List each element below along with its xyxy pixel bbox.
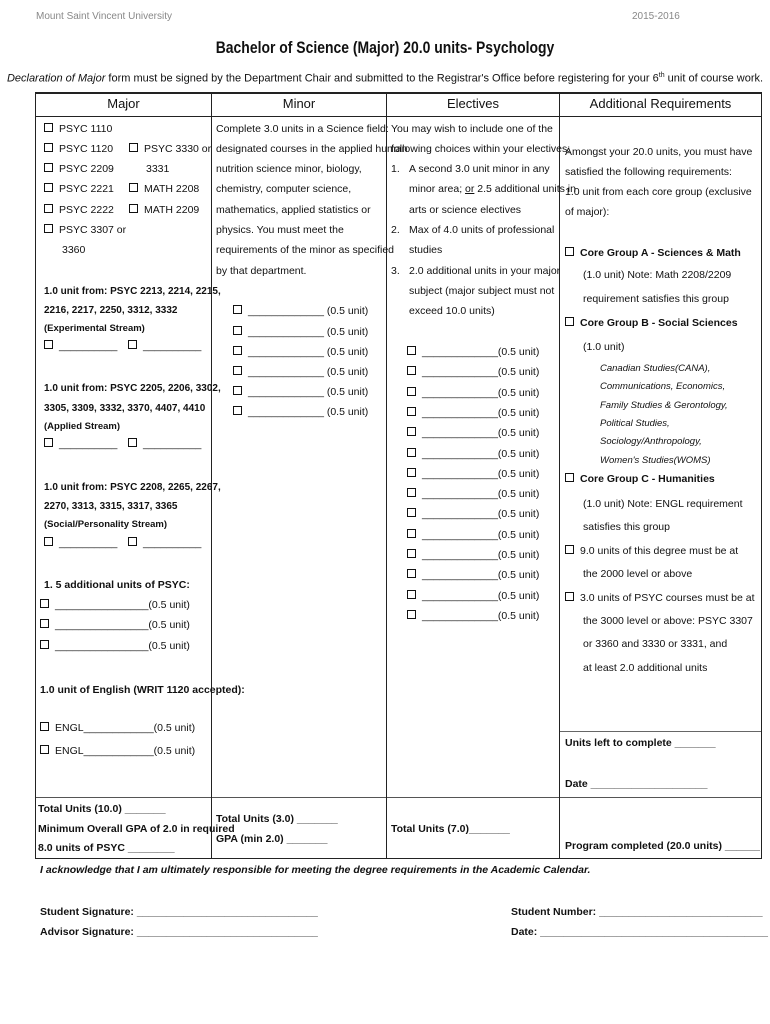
blank-field[interactable]: _____________(0.5 unit) [422, 346, 540, 358]
blank-field[interactable]: _____________(0.5 unit) [422, 406, 540, 419]
checkbox[interactable] [40, 619, 49, 628]
university-name: Mount Saint Vincent University [36, 11, 172, 22]
advisor-signature-field[interactable]: Advisor Signature: _______________________________ [40, 926, 318, 938]
stream-list: 2270, 3313, 3315, 3317, 3365 [44, 501, 178, 512]
checkbox[interactable] [407, 407, 416, 416]
core-b-subject: Political Studies, [600, 418, 670, 429]
blank-field[interactable]: __________ [143, 340, 202, 352]
checkbox[interactable] [407, 427, 416, 436]
electives-text: arts or science electives [409, 204, 522, 216]
blank-field[interactable]: _____________(0.5 unit) [422, 609, 540, 622]
totals-rule [35, 797, 762, 798]
col-header-minor: Minor [282, 96, 316, 111]
core-group-note: (1.0 unit) [583, 341, 625, 353]
table-bottom-rule [35, 858, 762, 859]
blank-field[interactable]: __________ [59, 340, 118, 352]
major-course-item [44, 143, 113, 155]
col-divider-2 [386, 92, 387, 859]
checkbox[interactable] [40, 599, 49, 608]
addl-psyc-item [40, 619, 190, 631]
checkbox[interactable] [407, 488, 416, 497]
major-gpa-units: 8.0 units of PSYC ________ [38, 842, 175, 854]
blank-field[interactable]: _____________(0.5 unit) [422, 467, 540, 480]
stream-name: (Applied Stream) [44, 421, 121, 432]
core-group-a [565, 247, 741, 259]
core-group-c [565, 473, 715, 485]
blank-field[interactable]: _____________ (0.5 unit) [248, 326, 369, 338]
checkbox[interactable] [407, 549, 416, 558]
elective-item [407, 488, 539, 500]
major-course-item [44, 163, 114, 175]
course-label: PSYC 2221 [59, 183, 114, 195]
blank-field[interactable]: _____________(0.5 unit) [422, 447, 540, 460]
checkbox[interactable] [233, 386, 242, 395]
date-signature-field[interactable]: Date: _______________________________________ [511, 926, 768, 938]
minor-text: Complete 3.0 units in a Science field: [216, 123, 389, 135]
minor-text: designated courses in the applied human [216, 143, 408, 155]
elective-item [407, 508, 539, 520]
blank-field[interactable]: _____________(0.5 unit) [422, 427, 540, 440]
major-course-item [129, 204, 199, 216]
checkbox[interactable] [407, 346, 416, 355]
col-header-additional: Additional Requirements [589, 96, 732, 111]
req-level-3000 [565, 592, 755, 604]
elective-item [407, 448, 539, 460]
minor-item [233, 386, 368, 398]
elective-item [407, 569, 539, 581]
elective-item [407, 366, 539, 378]
stream-blank [44, 537, 117, 549]
minor-item [233, 305, 368, 317]
units-left-rule [560, 731, 761, 732]
major-course-item [44, 224, 126, 236]
electives-total: Total Units (7.0)_______ [391, 823, 510, 835]
elective-item [407, 427, 539, 439]
stream-head-label: 1.0 unit from: [44, 482, 108, 493]
stream-name: (Experimental Stream) [44, 323, 145, 334]
stream-list: PSYC 2208, 2265, 2267, [110, 482, 221, 493]
electives-text-post: 2.5 additional units in [474, 183, 576, 195]
elective-item [407, 468, 539, 480]
electives-text-pre: minor area; [409, 183, 466, 195]
blank-field[interactable]: __________ [59, 537, 118, 549]
minor-text: physics. You must meet the [216, 224, 344, 236]
checkbox[interactable] [44, 537, 53, 546]
minor-item [233, 406, 368, 418]
minor-text: nutrition science minor, biology, [216, 163, 362, 175]
elective-item [407, 590, 539, 602]
col-header-major: Major [107, 96, 140, 111]
checkbox[interactable] [565, 247, 574, 256]
blank-field[interactable]: _____________(0.5 unit) [422, 508, 540, 521]
checkbox[interactable] [565, 317, 574, 326]
electives-text: 2.0 additional units in your major [409, 265, 561, 277]
core-group-note: (1.0 unit) Note: ENGL requirement [583, 498, 743, 510]
blank-field[interactable]: _____________(0.5 unit) [422, 528, 540, 541]
elective-item [407, 610, 539, 622]
blank-field[interactable]: _____________(0.5 unit) [422, 366, 540, 379]
course-cont: 3360 [62, 244, 86, 256]
course-label: PSYC 3307 or [59, 224, 127, 236]
blank-field[interactable]: _____________(0.5 unit) [422, 549, 540, 561]
checkbox[interactable] [407, 529, 416, 538]
core-group-b [565, 317, 738, 329]
req-text: the 2000 level or above [583, 568, 693, 580]
course-label: PSYC 2222 [59, 204, 114, 216]
checkbox[interactable] [407, 468, 416, 477]
stream-head [44, 482, 221, 493]
checkbox[interactable] [44, 143, 53, 152]
blank-field[interactable]: ________________(0.5 unit) [55, 640, 190, 652]
minor-item [233, 326, 368, 338]
req-text: the 3000 level or above: PSYC 3307 [583, 615, 753, 627]
stream-head-label: 1.0 unit from: [44, 383, 108, 394]
core-group-note: (1.0 unit) Note: Math 2208/2209 [583, 269, 732, 281]
req-text: or 3360 and 3330 or 3331, and [583, 638, 728, 650]
date-field[interactable]: Date ____________________ [565, 778, 708, 790]
elective-item [407, 346, 539, 358]
additional-intro: of major): [565, 206, 610, 218]
declaration-em: Declaration of Major [6, 72, 106, 85]
minor-text: chemistry, computer science, [216, 183, 352, 195]
checkbox[interactable] [128, 340, 137, 349]
minor-item [233, 366, 368, 378]
stream-blank [44, 340, 117, 352]
blank-field[interactable]: _____________(0.5 unit) [422, 386, 540, 399]
course-label: PSYC 1110 [59, 123, 113, 135]
core-group-note: requirement satisfies this group [583, 293, 729, 305]
checkbox[interactable] [407, 569, 416, 578]
checkbox[interactable] [44, 438, 53, 447]
checkbox[interactable] [233, 305, 242, 314]
checkbox[interactable] [129, 183, 138, 192]
major-course-item [44, 183, 114, 195]
course-label: PSYC 2209 [59, 163, 114, 175]
checkbox[interactable] [44, 204, 53, 213]
elective-item [407, 387, 539, 399]
electives-intro: following choices within your electives: [391, 143, 571, 155]
student-number-field[interactable]: Student Number: ____________________________ [511, 906, 763, 918]
checkbox[interactable] [44, 123, 53, 132]
stream-name: (Social/Personality Stream) [44, 519, 168, 530]
minor-text: by that department. [216, 265, 307, 277]
checkbox[interactable] [233, 406, 242, 415]
course-label: PSYC 3330 or [144, 143, 212, 155]
electives-text: subject (major subject must not [409, 285, 555, 297]
core-b-subject: Family Studies & Gerontology, [600, 400, 728, 411]
declaration-text: form must be signed by the Department Chair and submitted to the Registrar's Office before registering for your 6 [105, 72, 659, 85]
checkbox[interactable] [44, 340, 53, 349]
electives-num: 1. [391, 163, 400, 175]
major-course-item [44, 123, 112, 135]
core-group-label: Core Group B - Social Sciences [580, 317, 738, 329]
blank-field[interactable]: _____________(0.5 unit) [422, 488, 540, 501]
core-b-subject: Sociology/Anthropology, [600, 436, 702, 447]
addl-psyc-item [40, 640, 190, 652]
checkbox[interactable] [129, 204, 138, 213]
blank-field[interactable]: _____________ (0.5 unit) [248, 366, 369, 378]
declaration-sup: th [658, 72, 665, 79]
checkbox[interactable] [233, 366, 242, 375]
req-text: 9.0 units of this degree must be at [580, 545, 739, 557]
blank-field[interactable]: _____________ (0.5 unit) [248, 305, 369, 317]
additional-intro: satisfied the following requirements: [565, 166, 732, 178]
checkbox[interactable] [129, 143, 138, 152]
electives-text-or: or [465, 183, 475, 195]
course-cont: 3331 [146, 163, 170, 175]
checkbox[interactable] [40, 640, 49, 649]
electives-text: exceed 10.0 units) [409, 305, 495, 317]
major-course-item [129, 183, 199, 195]
col-header-electives: Electives [446, 96, 500, 111]
blank-field[interactable]: _____________ (0.5 unit) [248, 346, 369, 358]
blank-field[interactable]: __________ [143, 438, 202, 450]
checkbox[interactable] [40, 722, 49, 731]
units-left-field[interactable]: Units left to complete _______ [565, 737, 716, 749]
minor-total: Total Units (3.0) _______ [216, 813, 338, 825]
checkbox[interactable] [407, 448, 416, 457]
declaration-note [0, 72, 770, 85]
electives-text: studies [409, 244, 443, 256]
english-item [40, 745, 195, 757]
academic-year: 2015-2016 [632, 11, 680, 22]
table-top-rule [35, 92, 762, 94]
major-course-item [129, 143, 211, 155]
blank-field[interactable]: _____________(0.5 unit) [422, 569, 540, 582]
elective-item [407, 549, 539, 561]
addl-psyc-head: 1. 5 additional units of PSYC: [44, 579, 190, 591]
core-group-label: Core Group C - Humanities [580, 473, 715, 485]
acknowledgement: I acknowledge that I am ultimately responsible for meeting the degree requirements in the Academic Calendar. [40, 864, 591, 876]
course-label: MATH 2209 [144, 204, 200, 216]
checkbox[interactable] [565, 592, 574, 601]
core-b-subject: Communications, Economics, [600, 381, 726, 392]
stream-blank [128, 340, 201, 352]
addl-psyc-item [40, 599, 190, 611]
major-total: Total Units (10.0) _______ [38, 803, 166, 815]
stream-blank [128, 537, 201, 549]
stream-head [44, 286, 221, 297]
major-gpa: Minimum Overall GPA of 2.0 in required [38, 823, 235, 835]
student-signature-field[interactable]: Student Signature: _______________________________ [40, 906, 318, 918]
blank-field[interactable]: ENGL____________(0.5 unit) [55, 722, 196, 734]
english-item [40, 722, 195, 734]
blank-field[interactable]: __________ [143, 537, 202, 549]
major-course-item [44, 204, 114, 216]
stream-list: 2216, 2217, 2250, 3312, 3332 [44, 305, 178, 316]
stream-list: PSYC 2213, 2214, 2215, [110, 286, 221, 297]
additional-intro: 1.0 unit from each core group (exclusive [565, 186, 752, 198]
checkbox[interactable] [44, 183, 53, 192]
blank-field[interactable]: _____________ (0.5 unit) [248, 406, 369, 418]
electives-text: Max of 4.0 units of professional [409, 224, 555, 236]
checkbox[interactable] [233, 346, 242, 355]
stream-blank [44, 438, 117, 450]
core-b-subject: Women's Studies(WOMS) [600, 455, 711, 466]
checkbox[interactable] [233, 326, 242, 335]
stream-head [44, 383, 221, 394]
checkbox[interactable] [40, 745, 49, 754]
checkbox[interactable] [44, 224, 53, 233]
checkbox[interactable] [128, 537, 137, 546]
checkbox[interactable] [565, 545, 574, 554]
stream-head-label: 1.0 unit from: [44, 286, 108, 297]
blank-field[interactable]: ________________(0.5 unit) [55, 619, 190, 631]
declaration-tail: unit of course work. [664, 72, 764, 85]
minor-text: requirements of the minor as specified [216, 244, 395, 256]
electives-num: 3. [391, 265, 400, 277]
electives-num: 2. [391, 224, 400, 236]
col-divider-3 [559, 92, 560, 859]
table-left-rule [35, 92, 36, 859]
course-label: PSYC 1120 [59, 143, 114, 155]
checkbox[interactable] [407, 366, 416, 375]
blank-field[interactable]: _____________(0.5 unit) [422, 589, 540, 602]
checkbox[interactable] [565, 473, 574, 482]
req-level-2000 [565, 545, 738, 557]
core-group-label: Core Group A - Sciences & Math [580, 247, 741, 259]
page-title: Bachelor of Science (Major) 20.0 units- Psychology [215, 38, 555, 57]
program-completed-field[interactable]: Program completed (20.0 units) ______ [565, 840, 760, 852]
checkbox[interactable] [407, 590, 416, 599]
minor-item [233, 346, 368, 358]
additional-intro: Amongst your 20.0 units, you must have [565, 146, 753, 158]
electives-intro: You may wish to include one of the [391, 123, 553, 135]
core-b-subject: Canadian Studies(CANA), [600, 363, 711, 374]
checkbox[interactable] [407, 508, 416, 517]
blank-field[interactable]: ENGL____________(0.5 unit) [55, 745, 196, 757]
elective-item [407, 529, 539, 541]
stream-list: 3305, 3309, 3332, 3370, 4407, 4410 [44, 403, 206, 414]
checkbox[interactable] [44, 163, 53, 172]
checkbox[interactable] [128, 438, 137, 447]
req-text: 3.0 units of PSYC courses must be at [580, 592, 755, 604]
electives-text [409, 183, 576, 195]
checkbox[interactable] [407, 387, 416, 396]
table-right-rule [761, 92, 762, 859]
stream-list: PSYC 2205, 2206, 3302, [110, 383, 221, 394]
stream-blank [128, 438, 201, 450]
english-head: 1.0 unit of English (WRIT 1120 accepted): [40, 684, 245, 696]
minor-text: mathematics, applied statistics or [216, 204, 371, 216]
minor-gpa: GPA (min 2.0) _______ [216, 833, 328, 845]
col-divider-1 [211, 92, 212, 859]
checkbox[interactable] [407, 610, 416, 619]
blank-field[interactable]: ________________(0.5 unit) [55, 599, 190, 611]
blank-field[interactable]: _____________ (0.5 unit) [248, 386, 369, 398]
course-label: MATH 2208 [144, 183, 200, 195]
core-group-note: satisfies this group [583, 521, 670, 533]
electives-text: A second 3.0 unit minor in any [409, 163, 550, 175]
header-bottom-rule [35, 116, 762, 117]
elective-item [407, 407, 539, 419]
blank-field[interactable]: __________ [59, 438, 118, 450]
req-text: at least 2.0 additional units [583, 662, 708, 674]
